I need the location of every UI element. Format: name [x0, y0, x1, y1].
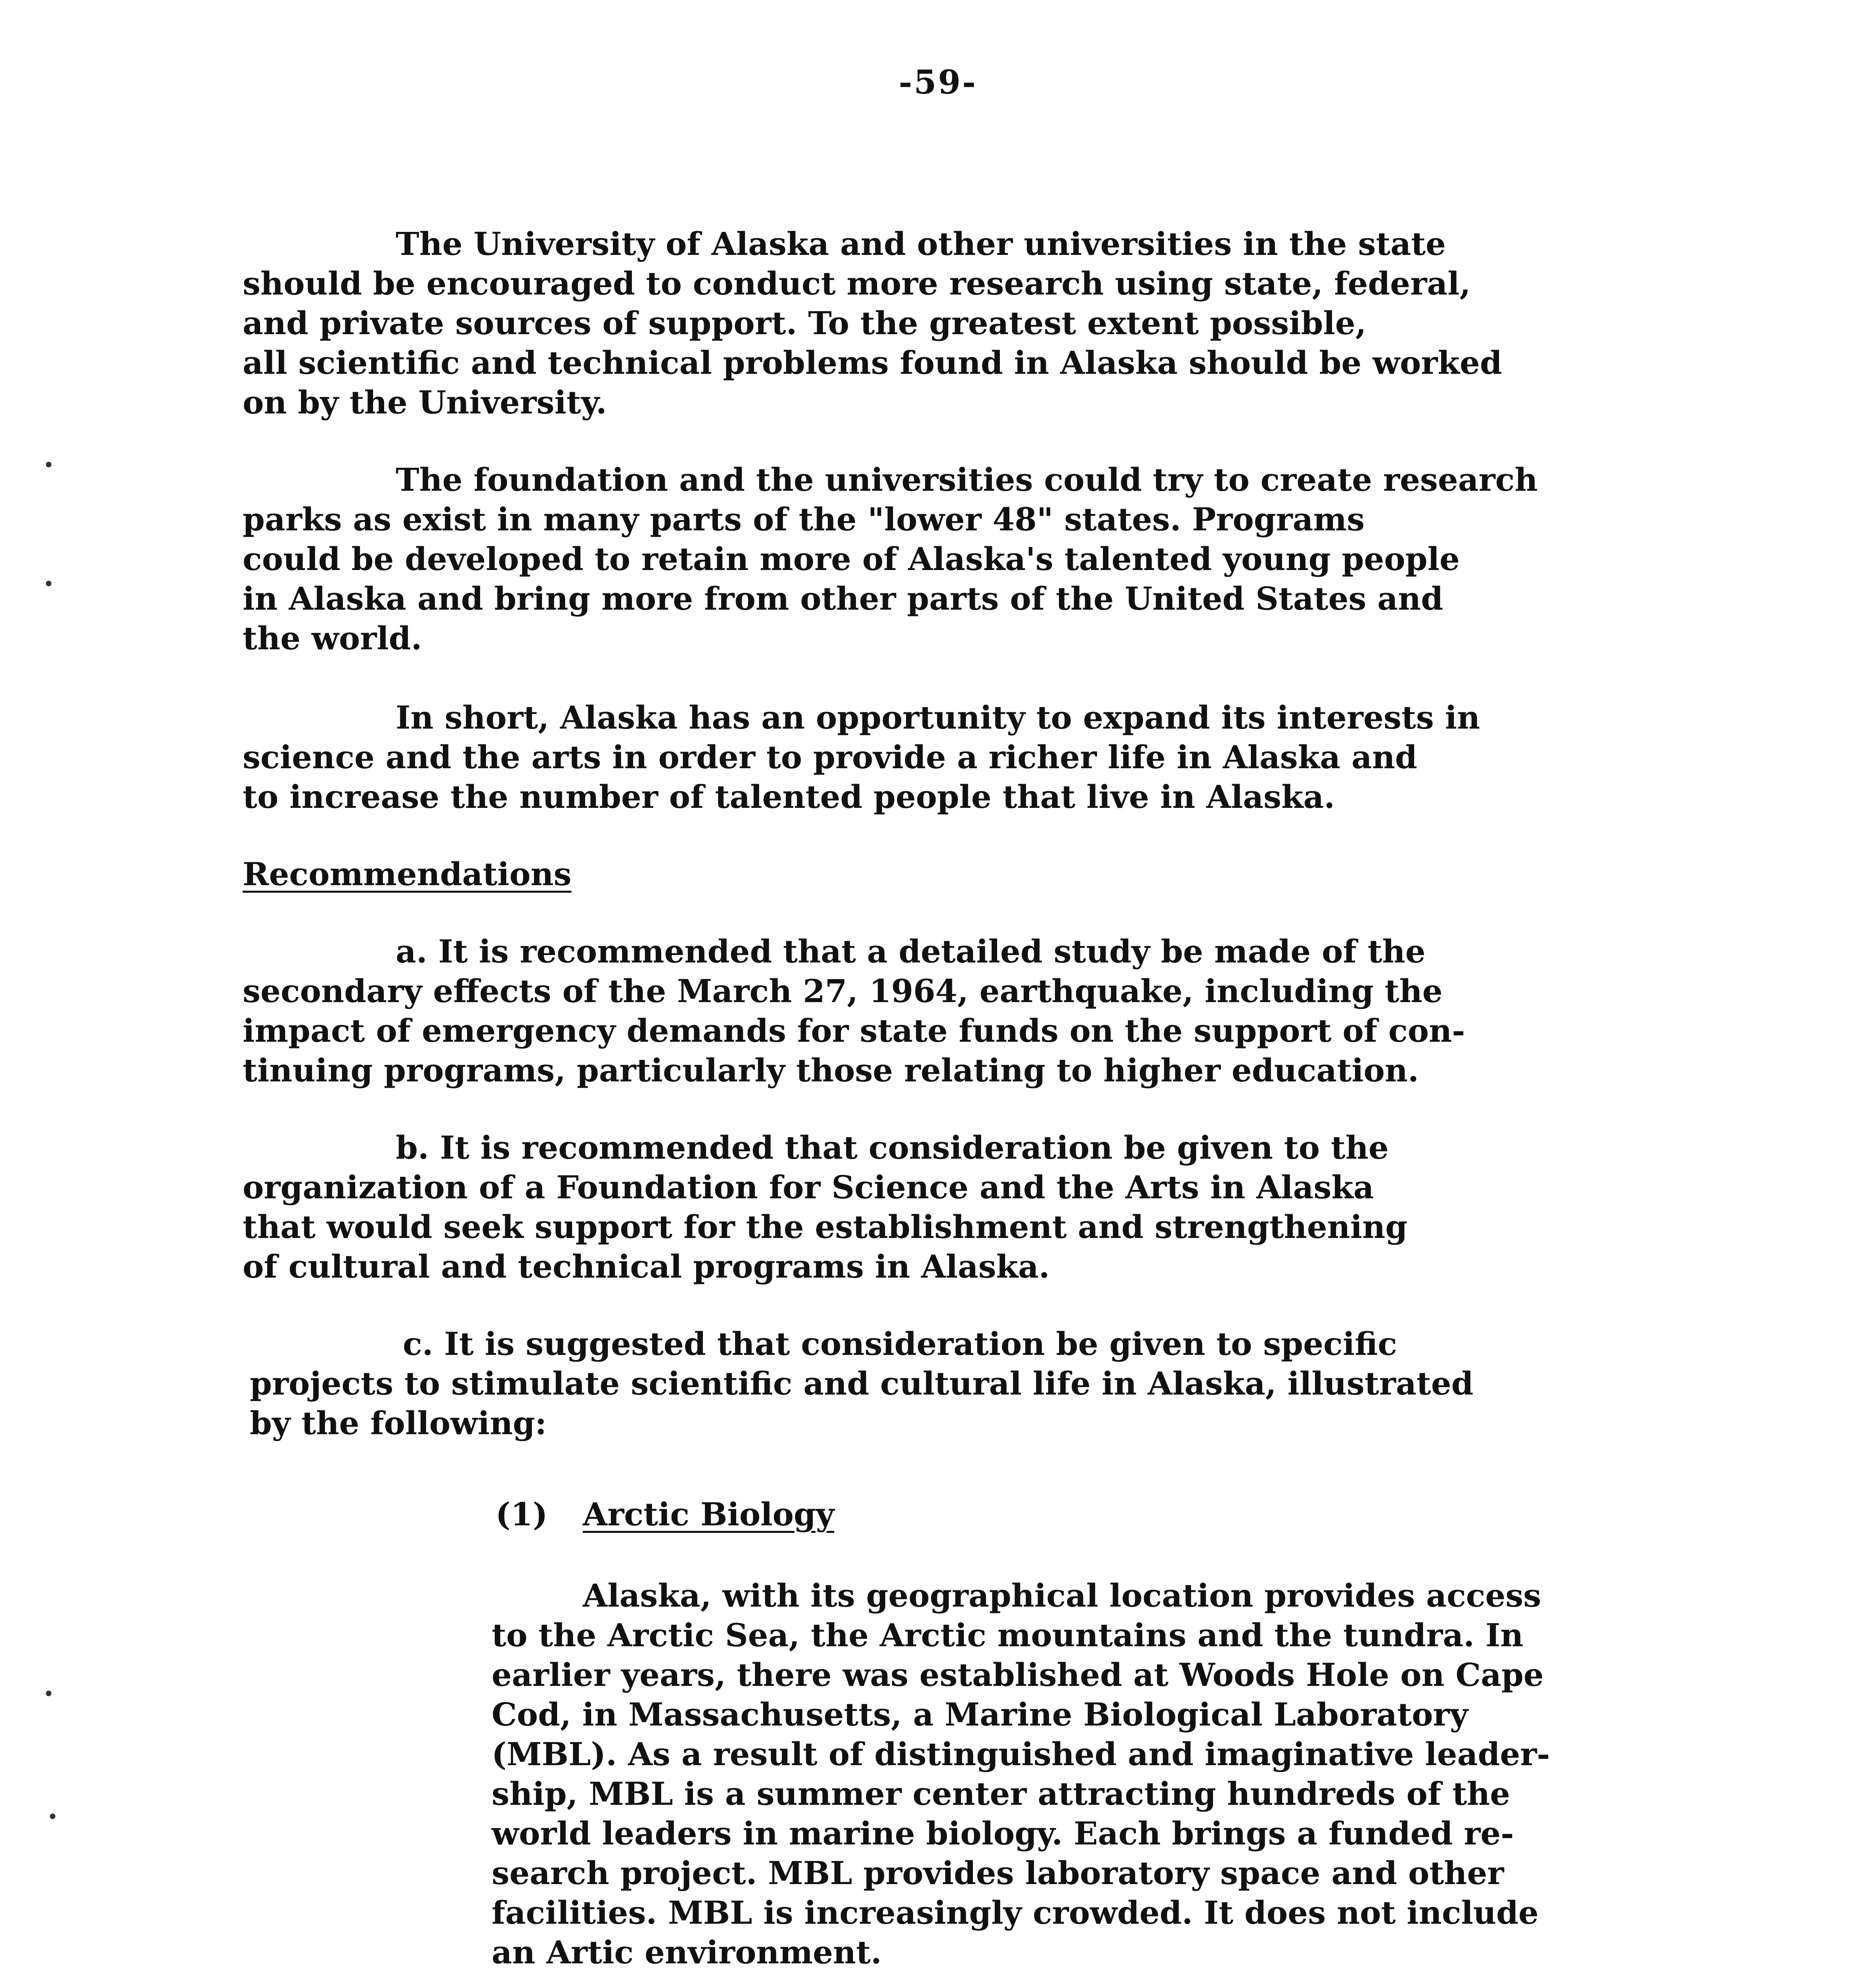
text-line: impact of emergency demands for state funds on the support of con-	[243, 1012, 1465, 1049]
text-line: that would seek support for the establishment and strengthening	[243, 1208, 1408, 1245]
text-line: the world.	[243, 620, 422, 657]
text-line: facilities. MBL is increasingly crowded. It does not include	[492, 1894, 1539, 1931]
text-line: by the following:	[250, 1404, 547, 1442]
recommendation-b	[243, 1128, 1407, 1286]
text-line: tinuing programs, particularly those relating to higher education.	[243, 1052, 1419, 1089]
text-line: c. It is suggested that consideration be given to specific	[403, 1325, 1397, 1362]
text-line: of cultural and technical programs in Alaska.	[243, 1248, 1050, 1285]
scan-mark: •	[48, 1808, 58, 1826]
text-line: science and the arts in order to provide a richer life in Alaska and	[243, 738, 1417, 776]
text-line: earlier years, there was established at Woods Hole on Cape	[492, 1656, 1544, 1693]
text-line: a. It is recommended that a detailed study be made of the	[396, 933, 1426, 970]
text-line: should be encouraged to conduct more research using state, federal,	[243, 265, 1471, 302]
text-line: Cod, in Massachusetts, a Marine Biological Laboratory	[492, 1696, 1468, 1733]
recommendation-c	[250, 1324, 1474, 1443]
text-line: projects to stimulate scientific and cultural life in Alaska, illustrated	[250, 1365, 1474, 1402]
text-line: (MBL). As a result of distinguished and imaginative leader-	[492, 1735, 1550, 1773]
text-line: secondary effects of the March 27, 1964, earthquake, including the	[243, 972, 1443, 1010]
text-line: parks as exist in many parts of the "lower 48" states. Programs	[243, 501, 1365, 538]
text-line: search project. MBL provides laboratory space and other	[492, 1854, 1504, 1892]
text-line: The foundation and the universities could try to create research	[396, 461, 1538, 498]
text-line: The University of Alaska and other universities in the state	[396, 225, 1446, 262]
text-line: In short, Alaska has an opportunity to expand its interests in	[396, 699, 1480, 736]
paragraph-university-research	[243, 224, 1502, 422]
scan-mark: •	[44, 1685, 54, 1703]
scan-mark: •	[44, 456, 54, 474]
arctic-biology-title: Arctic Biology	[583, 1496, 835, 1533]
text-line: an Artic environment.	[492, 1934, 882, 1971]
recommendations-heading: Recommendations	[243, 855, 572, 893]
recommendation-a	[243, 932, 1465, 1090]
page-number: -59-	[898, 63, 978, 101]
text-line: all scientific and technical problems found in Alaska should be worked	[243, 344, 1502, 381]
text-line: in Alaska and bring more from other parts of the United States and	[243, 580, 1443, 617]
text-line: to increase the number of talented people that live in Alaska.	[243, 778, 1335, 815]
text-line: ship, MBL is a summer center attracting hundreds of the	[492, 1775, 1510, 1812]
arctic-biology-heading	[496, 1494, 834, 1534]
item-number: (1)	[496, 1496, 548, 1533]
text-line: organization of a Foundation for Science and the Arts in Alaska	[243, 1169, 1374, 1206]
text-line: b. It is recommended that consideration be given to the	[396, 1129, 1389, 1166]
arctic-biology-paragraph-1	[492, 1576, 1550, 1972]
text-line: could be developed to retain more of Alaska's talented young people	[243, 540, 1460, 578]
text-line: to the Arctic Sea, the Arctic mountains and the tundra. In	[492, 1617, 1524, 1654]
paragraph-in-short	[243, 698, 1480, 817]
text-line: Alaska, with its geographical location provides access	[583, 1577, 1541, 1614]
scan-mark: •	[44, 575, 54, 593]
text-line: world leaders in marine biology. Each brings a funded re-	[492, 1815, 1514, 1852]
text-line: on by the University.	[243, 384, 607, 421]
paragraph-research-parks	[243, 460, 1538, 658]
text-line: and private sources of support. To the greatest extent possible,	[243, 304, 1367, 342]
